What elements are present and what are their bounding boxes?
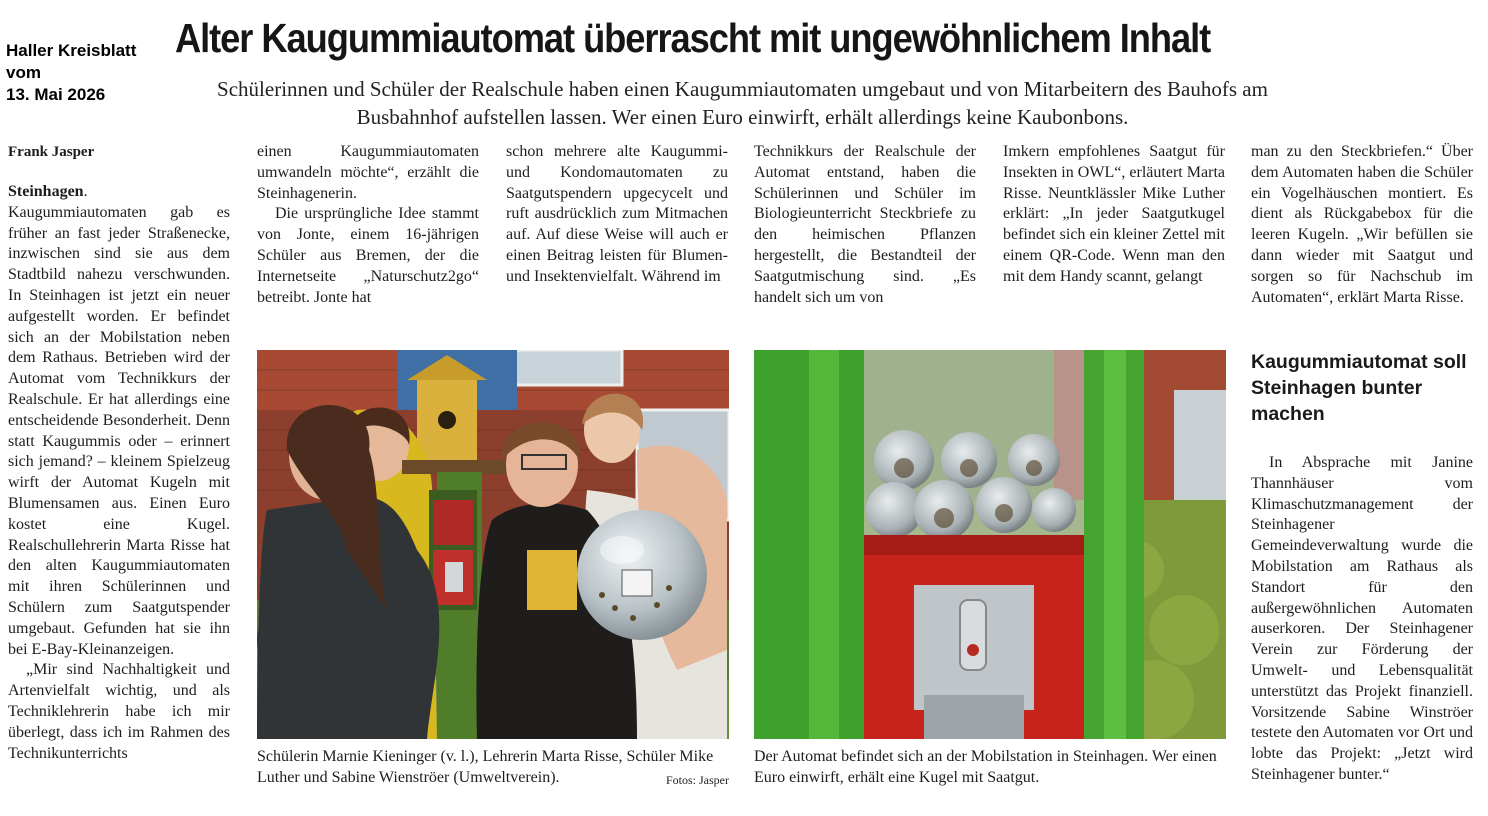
col3-paragraph-1: schon mehrere alte Kaugummi- und Kondomautomaten zu Saatgutspendern upgecycelt und ruft ausdrücklich zum Mitmachen auf. Auf diese Weise will auch er einen Beitrag leisten für Blumen- und Insektenvielfalt. Während im bbox=[506, 143, 728, 285]
automat-photo bbox=[754, 350, 1226, 739]
col6-paragraph-1: man zu den Steckbriefen.“ Über dem Automaten haben die Schüler ein Vogelhäuschen montiert. Es dient als Rückgabebox für die leeren Kugeln. „Wir befüllen sie dann wieder mit Saatgut und sorgen so für Nachschub im Automaten“, erklärt Marta Risse. bbox=[1251, 143, 1473, 306]
col1-paragraph-1: . Kaugummiautomaten gab es früher an fast jeder Straßenecke, inzwischen sind sie aus dem Stadtbild nahezu verschwunden. In Steinhagen ist jetzt ein neuer aufgestellt worden. Er befindet sich an der Mobilstation neben dem Rathaus. Betrieben wird der Automat vom Technikkurs der Realschule. Er hat allerdings eine entscheidende Besonderheit. Denn statt Kaugummis oder – erinnert sich jemand? – kleinem Spielzeug wirft der Automat Kugeln mit Blumensamen aus. Einen Euro kostet eine Kugel. Realschullehrerin Marta Risse hat den alten Kaugummiautomaten mit ihren Schülerinnen und Schülern zum Saatgutspender umgebaut. Gefunden hat sie ihn bei E-Bay-Kleinanzeigen. bbox=[8, 183, 230, 658]
side-article-column bbox=[1251, 453, 1473, 786]
source-vom: vom bbox=[6, 63, 41, 82]
article-column-4 bbox=[754, 142, 976, 308]
col4-paragraph-1: Technikkurs der Realschule der Automat entstand, haben die Schülerinnen und Schüler im Biologieunterricht Steckbriefe zu den heimischen Pflanzen hergestellt, die Bestandteil der Saatgutmischung sind. „Es handelt sich um von bbox=[754, 143, 976, 306]
article-column-5 bbox=[1003, 142, 1225, 288]
headline: Alter Kaugummiautomat überrascht mit ungewöhnlichem Inhalt bbox=[175, 15, 1211, 61]
newspaper-source bbox=[6, 40, 171, 106]
caption-group-photo bbox=[257, 746, 729, 791]
subheadline: Schülerinnen und Schüler der Realschule haben einen Kaugummiautomaten umgebaut und von Mitarbeitern des Bauhofs am Busbahnhof aufstellen lassen. Wer einen Euro einwirft, erhält allerdings keine Kaubonbons. bbox=[217, 77, 1268, 129]
article-column-1 bbox=[8, 182, 230, 764]
col2-paragraph-2: Die ursprüngliche Idee stammt von Jonte, einem 16-jährigen Schüler aus Bremen, der die Internetseite „Naturschutz2go“ betreibt. Jonte hat bbox=[257, 205, 479, 306]
caption-text: Schülerin Marnie Kieninger (v. l.), Lehrerin Marta Risse, Schüler Mike Luther und Sabine Wienströer (Umweltverein). bbox=[257, 748, 714, 786]
dateline: Steinhagen bbox=[8, 183, 84, 200]
group-photo-image bbox=[257, 350, 729, 739]
side-heading: Kaugummiautomat soll Steinhagen bunter machen bbox=[1251, 351, 1467, 425]
side-paragraph-1: In Absprache mit Janine Thannhäuser vom Klimaschutzmanagement der Steinhagener Gemeindeverwaltung wurde die Mobilstation am Rathaus als Standort für den außergewöhnlichen Automaten auserkoren. Der Steinhagener Verein zur Förderung der Umwelt- und Lebensqualität unterstützt das Projekt finanziell. Vorsitzende Sabine Winströer testete den Automaten vor Ort und lobte das Projekt: „Jetzt wird Steinhagener bunter.“ bbox=[1251, 454, 1473, 783]
source-name: Haller Kreisblatt bbox=[6, 41, 137, 60]
col5-paragraph-1: Imkern empfohlenes Saatgut für Insekten in OWL“, erläutert Marta Risse. Neuntklässler Mike Luther erklärt: „In jeder Saatgutkugel befindet sich ein kleiner Zettel mit einem QR-Code. Wenn man den mit dem Handy scannt, gelangt bbox=[1003, 143, 1225, 285]
caption-automat-photo: Der Automat befindet sich an der Mobilstation in Steinhagen. Wer einen Euro einwirft, erhält eine Kugel mit Saatgut. bbox=[754, 748, 1217, 786]
col2-paragraph-1: einen Kaugummiautomaten umwandeln möchte“, erzählt die Steinhagenerin. bbox=[257, 143, 479, 202]
group-photo bbox=[257, 350, 729, 739]
article-column-3 bbox=[506, 142, 728, 288]
automat-photo-image bbox=[754, 350, 1226, 739]
article-column-6 bbox=[1251, 142, 1473, 308]
article-column-2 bbox=[257, 142, 479, 308]
col1-paragraph-2: „Mir sind Nachhaltigkeit und Artenvielfalt wichtig, und als Techniklehrerin habe ich mir überlegt, dass ich im Rahmen des Technikunterrichts bbox=[8, 661, 230, 762]
author: Frank Jasper bbox=[8, 144, 95, 160]
source-date: 13. Mai 2026 bbox=[6, 85, 106, 104]
photo-credit: Fotos: Jasper bbox=[666, 773, 729, 787]
